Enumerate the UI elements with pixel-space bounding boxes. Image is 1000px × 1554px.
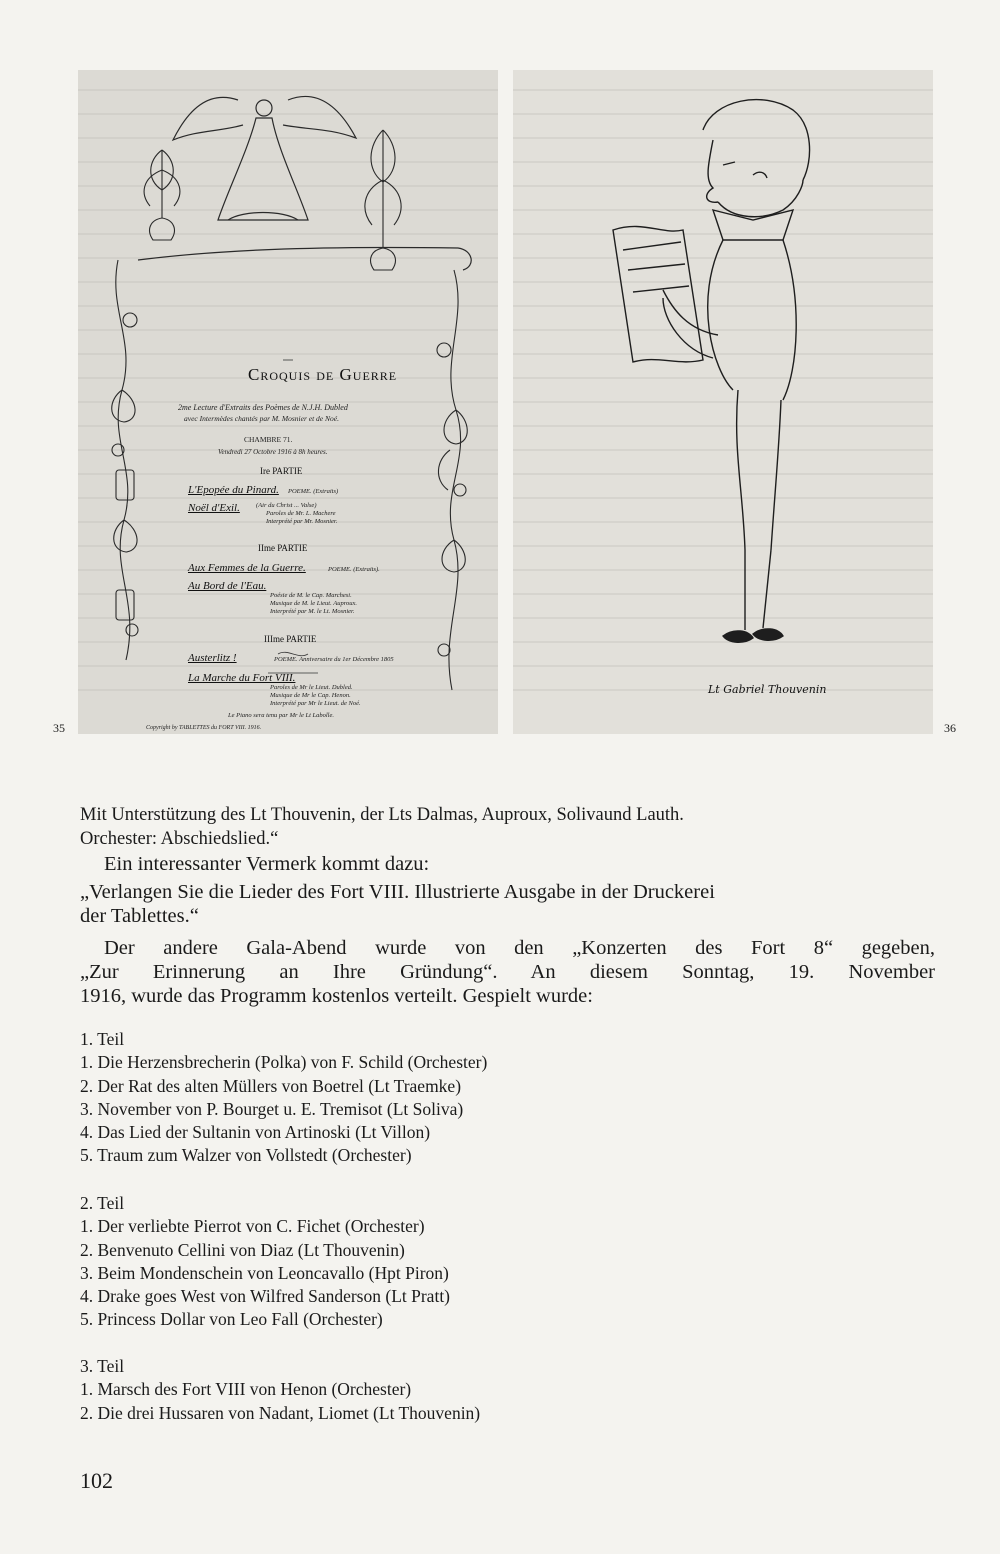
flower-vase-left (144, 150, 180, 240)
flower-vase-right (365, 130, 401, 270)
program-item: 1. Der verliebte Pierrot von C. Fichet (Orchester) (80, 1216, 425, 1237)
program-card-piece-note: Paroles de Mr. L. Machere (266, 510, 336, 517)
text-line: „Zur Erinnerung an Ihre Gründung“. An diesem Sonntag, 19. November (80, 961, 935, 983)
program-part-heading: 3. Teil (80, 1356, 125, 1376)
caricature-figure (513, 70, 933, 734)
singer-figure (613, 100, 810, 643)
figure-number-right: 36 (944, 721, 956, 735)
program-part-1 (80, 1028, 487, 1168)
program-part-2 (80, 1192, 450, 1332)
text-line: Orchester: Abschiedslied.“ (80, 829, 279, 849)
program-item: 3. November von P. Bourget u. E. Tremisot (Lt Soliva) (80, 1098, 464, 1119)
program-card-date: Vendredi 27 Octobre 1916 à 8h heures. (218, 448, 328, 456)
program-item: 5. Princess Dollar von Leo Fall (Orchester) (80, 1309, 383, 1330)
caricature-signature: Lt Gabriel Thouvenin (708, 683, 827, 696)
program-card-piece-note: Poésie de M. le Cap. Marchesi. (270, 592, 352, 599)
program-card-piece-note: (Air du Christ ... Valse) (256, 502, 317, 509)
paragraph-support (80, 803, 935, 851)
page-number: 102 (80, 1468, 113, 1493)
program-card-piece: Noël d'Exil. (188, 502, 240, 514)
text-line: 1916, wurde das Programm kostenlos verteilt. Gespielt wurde: (80, 985, 593, 1007)
vine-left (112, 260, 138, 660)
program-card-piece: La Marche du Fort VIII. (188, 672, 296, 684)
program-item: 2. Der Rat des alten Müllers von Boetrel (Lt Traemke) (80, 1075, 462, 1096)
program-card-piece: Austerlitz ! (188, 652, 237, 664)
paragraph-gala (80, 936, 935, 1008)
program-card-piece-note: POEME. Anniversaire du 1er Décembre 1805 (274, 656, 394, 663)
program-card-piece-note: Musique de M. le Lieut. Auproux. (270, 600, 358, 607)
program-item: 1. Die Herzensbrecherin (Polka) von F. Schild (Orchester) (80, 1052, 488, 1073)
program-item: 2. Benvenuto Cellini von Diaz (Lt Thouvenin) (80, 1239, 405, 1260)
program-card-piece-note: Paroles de Mr le Lieut. Dubled. (270, 684, 353, 691)
program-card-part-heading: IIIme PARTIE (264, 634, 317, 644)
angel-illustration (173, 96, 356, 220)
program-card-piece-note: Interprété par M. le Lt. Mosnier. (270, 608, 355, 615)
program-card-piece: Aux Femmes de la Guerre. (188, 562, 306, 574)
text-line: Der andere Gala-Abend wurde von den „Konzerten des Fort 8“ gegeben, (104, 937, 935, 959)
program-part-heading: 2. Teil (80, 1193, 125, 1213)
program-card-subtitle: avec Intermèdes chantés par M. Mosnier et de Noé. (184, 414, 339, 423)
text-line: „Verlangen Sie die Lieder des Fort VIII. Illustrierte Ausgabe in der Druckerei (80, 881, 715, 903)
program-item: 1. Marsch des Fort VIII von Henon (Orchester) (80, 1379, 412, 1400)
figure-number-left: 35 (53, 721, 65, 735)
program-card-title: Croquis de Guerre (248, 365, 398, 384)
program-card-figure (78, 70, 498, 734)
program-card-piano-note: Le Piano sera tenu par Mr le Lt Labolle. (228, 712, 334, 719)
program-card-subtitle: 2me Lecture d'Extraits des Poèmes de N.J.H. Dubled (178, 403, 348, 412)
program-card-piece-note: Musique de Mr le Cap. Henon. (270, 692, 351, 699)
program-card-piece-note: Interprété par Mr. Mosnier. (266, 518, 338, 525)
program-card-room: CHAMBRE 71. (244, 435, 293, 444)
program-item: 5. Traum zum Walzer von Vollstedt (Orchester) (80, 1145, 412, 1166)
program-card-copyright: Copyright by TABLETTES du FORT VIII. 1916. (146, 725, 262, 731)
text-line: der Tablettes.“ (80, 905, 199, 927)
paragraph-note (80, 852, 935, 876)
program-item: 4. Das Lied der Sultanin von Artinoski (Lt Villon) (80, 1122, 431, 1143)
program-card-part-heading: IIme PARTIE (258, 543, 308, 553)
program-card-piece-note: POEME. (Extraits). (328, 566, 380, 573)
program-card-part-heading: Ire PARTIE (260, 466, 303, 476)
paragraph-quote (80, 880, 935, 928)
program-item: 3. Beim Mondenschein von Leoncavallo (Hpt Piron) (80, 1262, 449, 1283)
program-card-piece: Au Bord de l'Eau. (188, 580, 267, 592)
program-card-piece-note: POEME. (Extraits) (288, 488, 339, 495)
program-item: 2. Die drei Hussaren von Nadant, Liomet (Lt Thouvenin) (80, 1402, 481, 1423)
vine-right (437, 270, 467, 690)
text-line: Mit Unterstützung des Lt Thouvenin, der Lts Dalmas, Auproux, Solivaund Lauth. (80, 805, 684, 825)
program-card-piece-note: Interprété par Mr le Lieut. de Noé. (270, 700, 361, 707)
program-card-piece: L'Epopée du Pinard. (188, 484, 279, 496)
program-part-heading: 1. Teil (80, 1029, 125, 1049)
text-line: Ein interessanter Vermerk kommt dazu: (104, 853, 430, 875)
caricature-drawing (513, 70, 933, 734)
program-part-3 (80, 1355, 480, 1425)
program-item: 4. Drake goes West von Wilfred Sanderson (Lt Pratt) (80, 1286, 451, 1307)
